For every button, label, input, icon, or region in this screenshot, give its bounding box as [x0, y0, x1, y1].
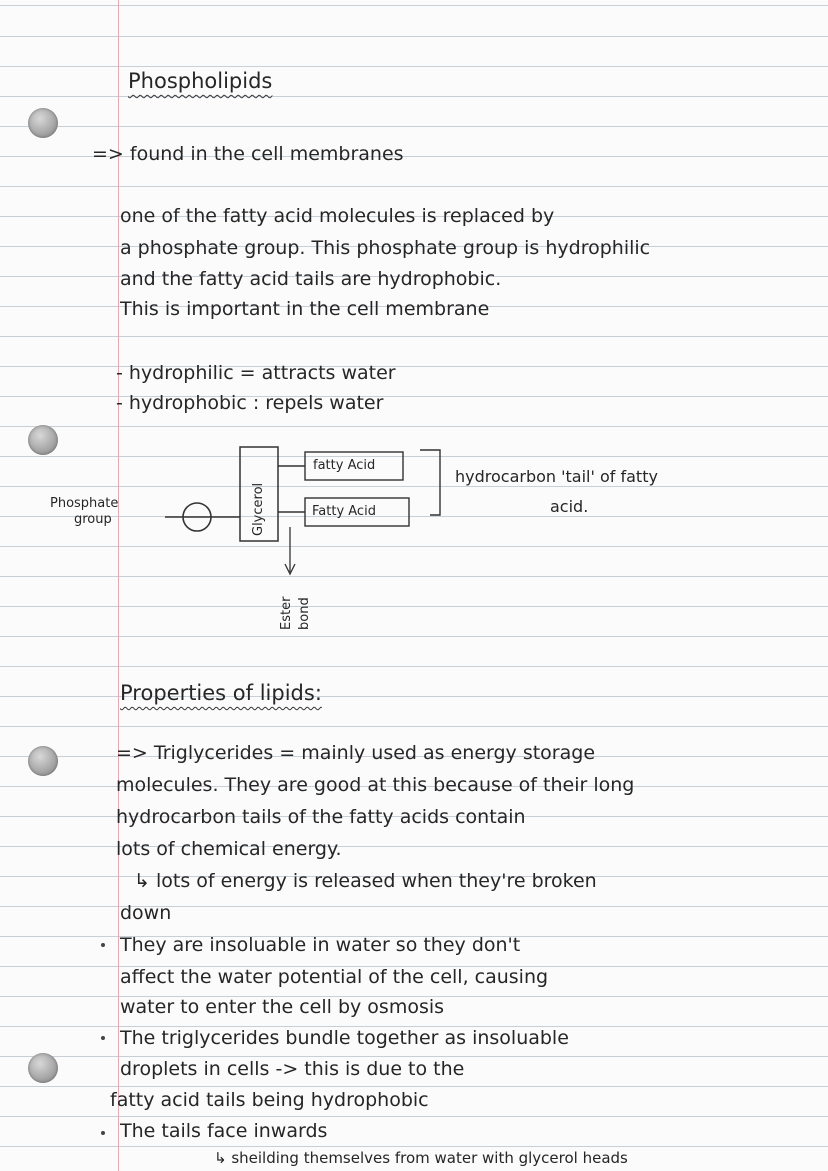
definition-hydrophobic: - hydrophobic : repels water [116, 392, 384, 414]
bullet [101, 1036, 105, 1040]
paragraph-line: This is important in the cell membrane [120, 298, 490, 320]
property-line: lots of chemical energy. [116, 838, 342, 860]
bond-label: bond [297, 597, 312, 630]
property-line: hydrocarbon tails of the fatty acids contain [116, 806, 526, 828]
found-line: => found in the cell membranes [92, 143, 404, 165]
tail-bracket [420, 450, 440, 515]
property-line: The triglycerides bundle together as insoluable [120, 1027, 569, 1049]
paragraph-line: a phosphate group. This phosphate group is hydrophilic [120, 237, 651, 259]
phosphate-label: Phosphate [50, 496, 119, 511]
property-line: down [120, 902, 172, 924]
ester-label: Ester [279, 596, 294, 630]
tail-label-cont: acid. [550, 497, 589, 516]
property-line: fatty acid tails being hydrophobic [110, 1089, 429, 1111]
property-line: molecules. They are good at this because of their long [116, 774, 635, 796]
properties-heading: Properties of lipids: [120, 681, 322, 705]
bullet [101, 1131, 105, 1135]
fatty-acid-label: fatty Acid [313, 458, 376, 473]
property-line: affect the water potential of the cell, causing [120, 966, 549, 988]
property-line: => Triglycerides = mainly used as energy storage [116, 742, 596, 764]
paragraph-line: one of the fatty acid molecules is replaced by [120, 205, 555, 227]
group-label: group [74, 512, 112, 527]
bullet [101, 943, 105, 947]
property-line: They are insoluable in water so they don't [120, 934, 521, 956]
property-line: water to enter the cell by osmosis [120, 996, 445, 1018]
property-line: ↳ sheilding themselves from water with glycerol heads [214, 1149, 628, 1167]
property-line: The tails face inwards [120, 1120, 328, 1142]
tail-label: hydrocarbon 'tail' of fatty [455, 467, 658, 486]
property-line: droplets in cells -> this is due to the [120, 1058, 465, 1080]
glycerol-label: Glycerol [251, 482, 266, 536]
paragraph-line: and the fatty acid tails are hydrophobic. [120, 268, 502, 290]
property-line: ↳ lots of energy is released when they're broken [134, 870, 597, 892]
fatty-acid-label: Fatty Acid [312, 504, 376, 519]
page-title: Phospholipids [128, 69, 273, 93]
definition-hydrophilic: - hydrophilic = attracts water [116, 362, 396, 384]
